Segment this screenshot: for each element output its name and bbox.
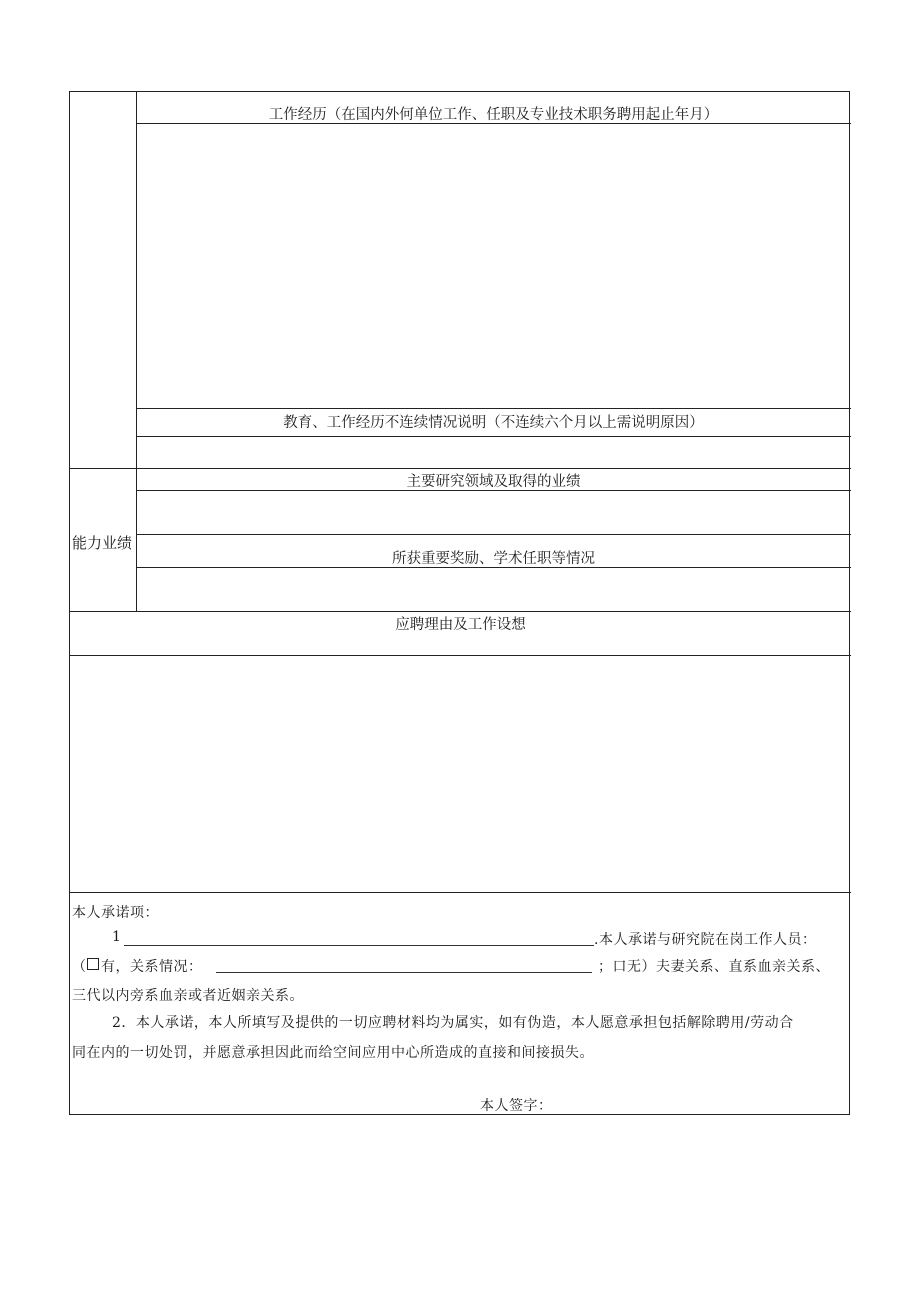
pledge-item1-number: 1	[112, 929, 122, 945]
research-field[interactable]	[137, 491, 850, 533]
pledge-item1-line3: 三代以内旁系血亲或者近姻亲关系。	[72, 988, 304, 1004]
pledge-item1-blank[interactable]	[124, 945, 594, 946]
signature-label: 本人签字：	[480, 1098, 553, 1114]
pledge-item2-line1: 2．本人承诺，本人所填写及提供的一切应聘材料均为属实，如有伪造，本人愿意承担包括解除聘用/劳动合	[112, 1015, 794, 1031]
discontinuity-field[interactable]	[137, 437, 850, 467]
discontinuity-header: 教育、工作经历不连续情况说明（不连续六个月以上需说明原因）	[283, 415, 704, 431]
signature-field[interactable]	[550, 1090, 750, 1112]
relation-checkbox[interactable]	[87, 958, 99, 970]
application-reason-field[interactable]	[71, 656, 850, 892]
application-reason-header: 应聘理由及工作设想	[395, 617, 526, 633]
application-form-table	[69, 91, 850, 1115]
work-history-header: 工作经历（在国内外何单位工作、任职及专业技术职务聘用起止年月）	[268, 107, 719, 123]
awards-field[interactable]	[137, 568, 850, 610]
pledge-item1-open-paren: （	[72, 959, 87, 975]
research-header: 主要研究领域及取得的业绩	[406, 474, 581, 490]
pledge-item1-text: .本人承诺与研究院在岗工作人员：	[594, 932, 817, 948]
ability-label: 能力业绩	[72, 534, 133, 552]
relation-details-blank[interactable]	[216, 972, 592, 973]
pledge-item2-line2: 同在内的一切处罚，并愿意承担因此而给空间应用中心所造成的直接和间接损失。	[72, 1045, 594, 1061]
awards-header: 所获重要奖励、学术任职等情况	[392, 551, 595, 567]
pledge-item1-suffix: ；口无）夫妻关系、直系血亲关系、	[598, 959, 830, 975]
pledge-title: 本人承诺项：	[72, 905, 159, 921]
work-history-field[interactable]	[137, 124, 850, 408]
relation-checkbox-label: 有，关系情况：	[101, 959, 203, 975]
